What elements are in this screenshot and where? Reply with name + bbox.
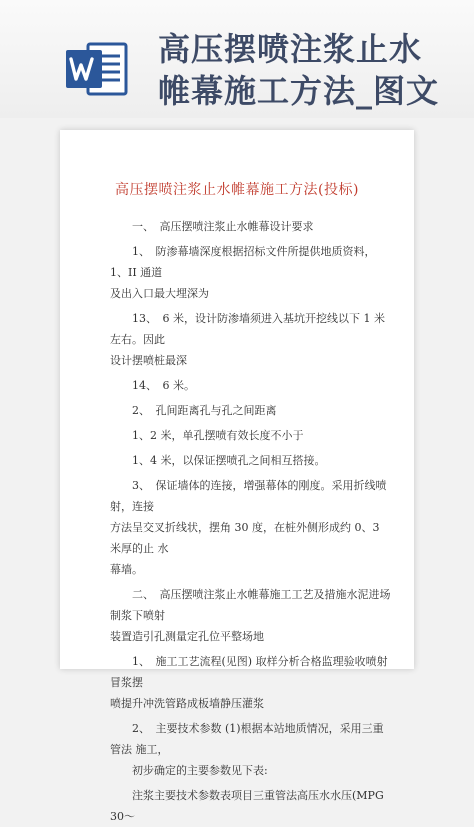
document-page xyxy=(60,130,414,823)
paragraph: 设计摆喷桩最深 xyxy=(110,354,187,367)
document-title: 高压摆喷注浆止水帷幕施工方法(投标) xyxy=(115,182,359,198)
banner-title xyxy=(158,28,468,112)
paragraph: 13、 6 米，设计防渗墙须进入基坑开挖线以下 1 米左右。因此 xyxy=(110,312,385,346)
paragraph: 14、 6 米。 xyxy=(132,379,195,392)
paragraph: 1、 施工工艺流程(见图) 取样分析合格监理验收喷射冒浆摆 xyxy=(110,655,388,689)
paragraph: 初步确定的主要参数见下表: xyxy=(132,764,268,777)
banner-title-line-2: 帷幕施工方法_图文 xyxy=(158,72,440,110)
paragraph: 1、 防渗幕墙深度根据招标文件所提供地质资料，1、II 通道 xyxy=(110,245,376,279)
word-document-icon xyxy=(66,40,128,98)
header-banner xyxy=(0,0,474,118)
paragraph: 二、 高压摆喷注浆止水帷幕施工工艺及措施水泥进场制浆下喷射 xyxy=(110,588,391,622)
paragraph: 装置造引孔测量定孔位平整场地 xyxy=(110,630,264,643)
paragraph: 2、 主要技术参数 (1)根据本站地质情况，采用三重管法 施工， xyxy=(110,722,384,756)
paragraph: 3、 保证墙体的连接，增强幕体的刚度。采用折线喷射，连接 xyxy=(110,479,387,513)
document-body xyxy=(110,216,392,827)
paragraph: 及出入口最大埋深为 xyxy=(110,287,209,300)
paragraph: 方法呈交叉折线状，摆角 30 度，在桩外侧形成约 0、3 米厚的止 水 xyxy=(110,521,380,555)
paragraph: 一、 高压摆喷注浆止水帷幕设计要求 xyxy=(132,220,314,233)
paragraph: 2、 孔间距离孔与孔之间距离 xyxy=(132,404,277,417)
paragraph: 幕墙。 xyxy=(110,563,143,576)
banner-title-line-1: 高压摆喷注浆止水 xyxy=(158,30,423,68)
paragraph: 喷提升冲洗管路成板墙静压灌浆 xyxy=(110,697,264,710)
paragraph: 1、4 米，以保证摆喷孔之间相互搭接。 xyxy=(132,454,326,467)
paragraph: 1、2 米，单孔摆喷有效长度不小于 xyxy=(132,429,304,442)
paragraph: 注浆主要技术参数表项目三重管法高压水水压(MPG 30～ xyxy=(110,789,384,823)
